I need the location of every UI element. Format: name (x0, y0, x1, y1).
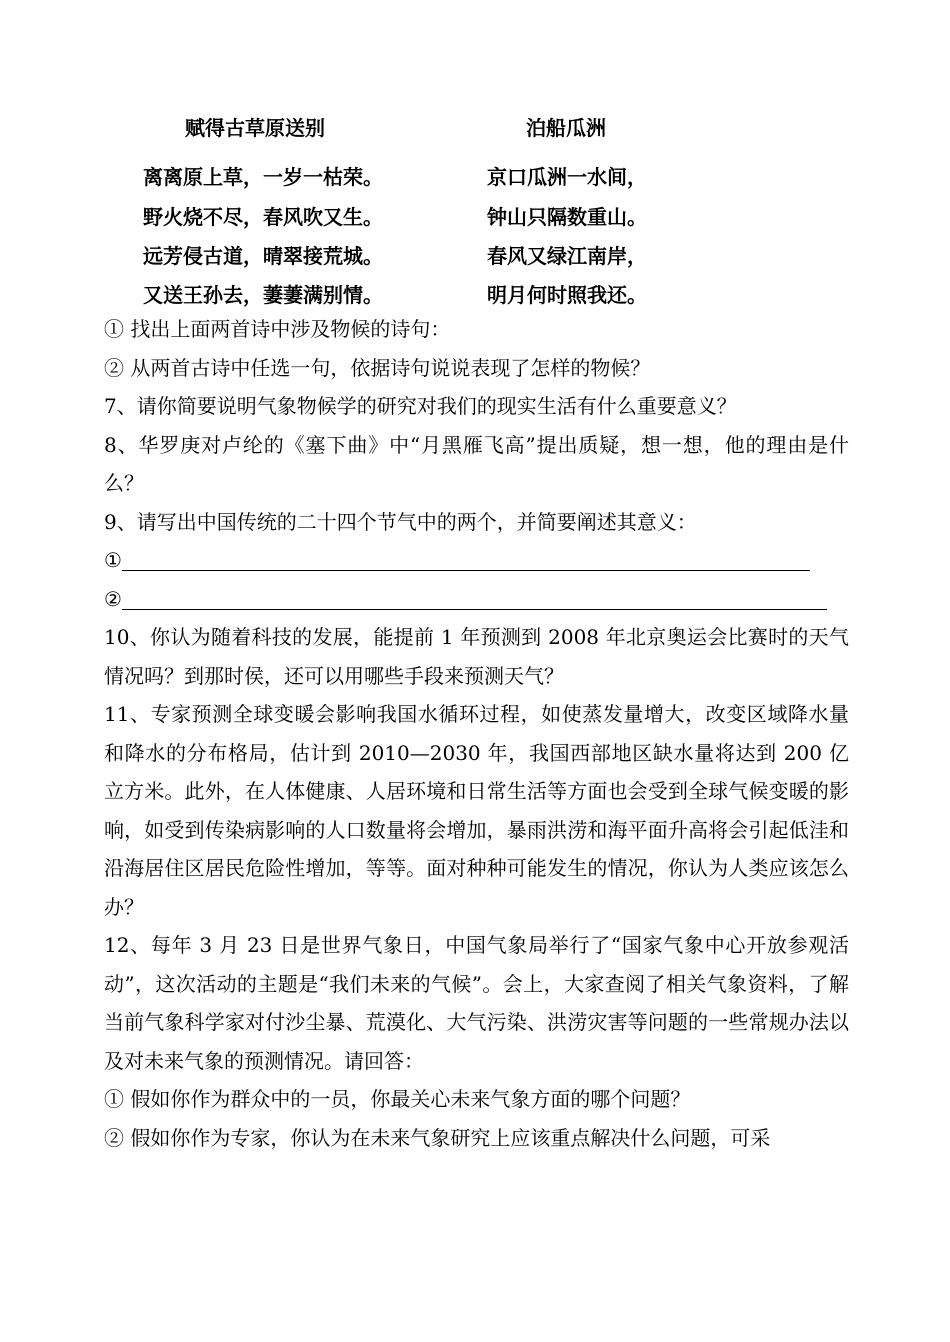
answer-line[interactable] (122, 544, 810, 571)
question-12-part-2: ② 假如你作为专家，你认为在未来气象研究上应该重点解决什么问题，可采 (104, 1125, 771, 1150)
question-8: 8、华罗庚对卢纶的《塞下曲》中“月黑雁飞高”提出质疑，想一想，他的理由是什么？ (104, 432, 849, 495)
blank-label: ② (104, 586, 122, 611)
poem-line: 春风又绿江南岸， (487, 244, 647, 268)
question-11: 11、专家预测全球变暖会影响我国水循环过程，如使蒸发量增大，改变区域降水量和降水的分布格局，估计到 2010—2030 年，我国西部地区缺水量将达到 200 亿立方米。此外，在人体健康、人居环境和日常生活等方面也会受到全球气候变暖的影响，如受到传染病影响的人口数量将会增加，暴雨洪涝和海平面升高将会引起低洼和沿海居住区居民危险性增加，等等。面对种种可能发生的情况，你认为人类应该怎么办？ (104, 702, 849, 919)
blank-label: ① (104, 548, 122, 572)
poem-title: 泊船瓜洲 (526, 116, 606, 140)
poem-line: 京口瓜洲一水间， (487, 165, 647, 189)
question-9: 9、请写出中国传统的二十四个节气中的两个，并简要阐述其意义： (104, 509, 697, 534)
question-12-part-1: ① 假如你作为群众中的一员，你最关心未来气象方面的哪个问题？ (104, 1087, 691, 1111)
poem-line: 野火烧不尽，春风吹又生。 (143, 205, 383, 229)
question-6-part-1: ① 找出上面两首诗中涉及物候的诗句： (104, 317, 451, 341)
questions-section (104, 310, 849, 1157)
poem-line: 又送王孙去，萋萋满别情。 (143, 283, 383, 307)
poem-title: 赋得古草原送别 (185, 116, 325, 140)
poem-line: 离离原上草，一岁一枯荣。 (143, 165, 383, 189)
poem-line: 远芳侵古道，晴翠接荒城。 (143, 244, 383, 268)
question-7: 7、请你简要说明气象物候学的研究对我们的现实生活有什么重要意义？ (104, 394, 737, 418)
question-12: 12、每年 3 月 23 日是世界气象日，中国气象局举行了“国家气象中心开放参观活动”，这次活动的主题是“我们未来的气候”。会上，大家查阅了相关气象资料，了解当前气象科学家对付沙尘暴、荒漠化、大气污染、洪涝灾害等问题的一些常规办法以及对未来气象的预测情况。请回答： (104, 933, 849, 1073)
answer-blank-2 (104, 580, 849, 619)
poem-line: 明月何时照我还。 (487, 283, 647, 307)
answer-blank-1 (104, 541, 849, 580)
question-10: 10、你认为随着科技的发展，能提前 1 年预测到 2008 年北京奥运会比赛时的天气情况吗？到那时侯，还可以用哪些手段来预测天气？ (104, 625, 849, 688)
poem-line: 钟山只隔数重山。 (487, 205, 647, 229)
question-6-part-2: ② 从两首古诗中任选一句，依据诗句说说表现了怎样的物候？ (104, 355, 651, 380)
answer-line[interactable] (122, 583, 827, 610)
